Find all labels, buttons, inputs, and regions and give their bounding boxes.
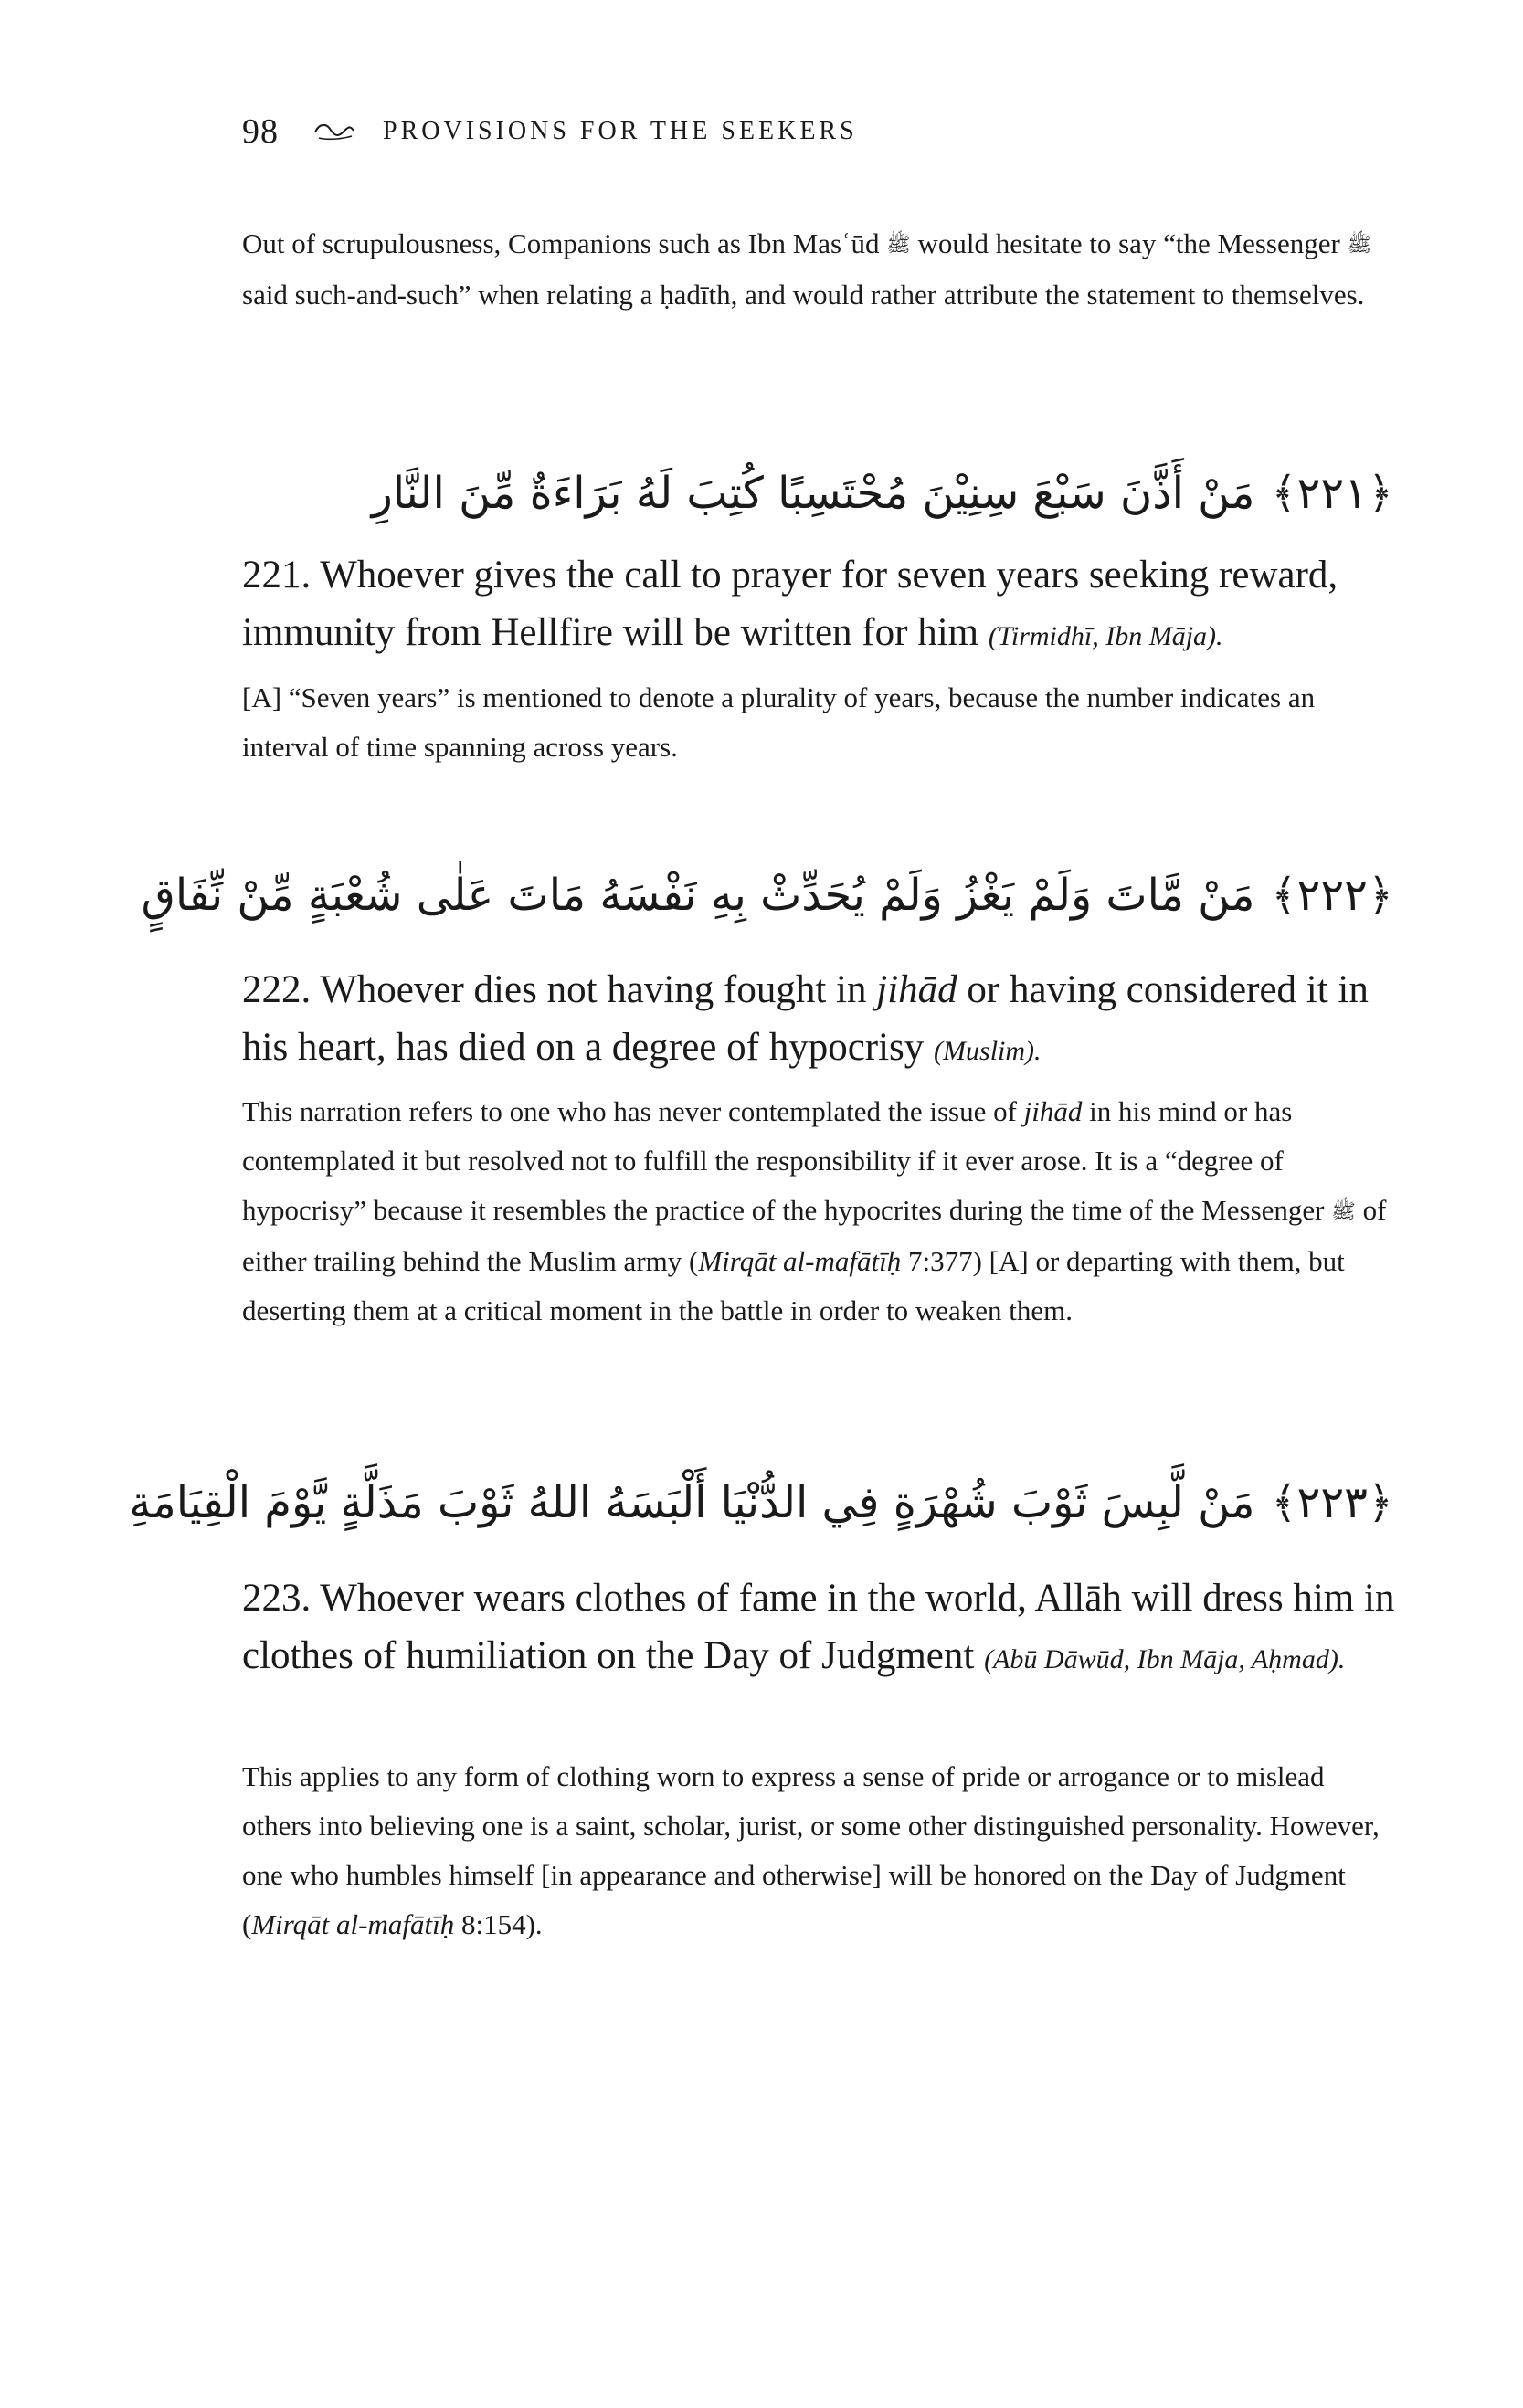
commentary-text: 7:377) [A] or departing with them, but deserting them at a critical moment in the battle in order to weaken them. [242, 1245, 1345, 1326]
commentary-222 [242, 1087, 1393, 1336]
commentary-text: This applies to any form of clothing worn to express a sense of pride or arrogance or to mislead others into believing one is a saint, scholar, jurist, or some other distinguished personality. However, one who humbles himself [in appearance and otherwise] will be honored on the Day of Judgment ( [242, 1760, 1380, 1940]
commentary-text: This narration refers to one who has never contemplated the issue of [242, 1095, 1024, 1127]
hadith-translation-223 [242, 1569, 1398, 1688]
hadith-english: 223. Whoever wears clothes of fame in the world, Allāh will dress him in clothes of humiliation on the Day of Judgment [242, 1577, 1395, 1677]
hadith-english: 222. Whoever dies not having fought in [242, 968, 877, 1011]
hadith-number-arabic: ﴿٢٢١﴾ [1271, 468, 1393, 519]
intro-text: said such-and-such” when relating a ḥadīth, and would rather attribute the statement to themselves. [242, 279, 1365, 311]
arabic-hadith: مَنْ لَّبِسَ ثَوْبَ شُهْرَةٍ فِي الدُّنْيَا أَلْبَسَهُ اللهُ ثَوْبَ مَذَلَّةٍ يَّوْمَ الْقِيَامَةِ [129, 1477, 1255, 1528]
running-title: PROVISIONS FOR THE SEEKERS [383, 117, 858, 145]
arabic-text-222 [142, 859, 1393, 932]
hadith-source: (Muslim). [934, 1036, 1042, 1066]
hadith-source: (Abū Dāwūd, Ibn Māja, Aḥmad). [984, 1644, 1346, 1674]
commentary-text: of either trailing behind the Muslim army ( [242, 1194, 1387, 1277]
arabic-text-221 [372, 457, 1393, 530]
commentary-text: 8:154). [454, 1908, 543, 1940]
honorific-glyph: ﷺ [1331, 1200, 1356, 1223]
honorific-glyph: ﷺ [886, 234, 911, 257]
page-number: 98 [242, 112, 279, 151]
commentary-text: in his mind or has contemplated it but resolved not to fulfill the responsibility if it ever arose. It is a “degree of hypocrisy” because it resembles the practice of the hypocrites during the time of the Messenger [242, 1095, 1332, 1226]
intro-text: would hesitate to say “the Messenger [910, 227, 1348, 259]
hadith-number-arabic: ﴿٢٢٢﴾ [1271, 870, 1393, 921]
arabic-hadith: مَنْ أَذَّنَ سَبْعَ سِنِيْنَ مُحْتَسِبًا كُتِبَ لَهُ بَرَاءَةٌ مِّنَ النَّارِ [371, 468, 1255, 519]
hadith-translation-222 [242, 961, 1398, 1080]
hadith-translation-221 [242, 546, 1398, 665]
intro-paragraph [242, 219, 1393, 320]
running-header [242, 111, 858, 152]
hadith-source: (Tirmidhī, Ibn Māja). [988, 621, 1223, 651]
commentary-term: jihād [1023, 1095, 1083, 1127]
hadith-english: or having considered it in his heart, has died on a degree of hypocrisy [242, 968, 1369, 1069]
commentary-221: [A] “Seven years” is mentioned to denote a plurality of years, because the number indicates an interval of time spanning across years. [242, 681, 1316, 763]
hadith-number-arabic: ﴿٢٢٣﴾ [1271, 1477, 1393, 1528]
honorific-glyph: ﷺ [1347, 234, 1372, 257]
commentary-223 [242, 1752, 1393, 1949]
arabic-text-223 [129, 1466, 1393, 1539]
arabic-hadith: مَنْ مَّاتَ وَلَمْ يَغْزُ وَلَمْ يُحَدِّثْ بِهِ نَفْسَهُ مَاتَ عَلٰى شُعْبَةٍ مِّنْ نِّفَاقٍ [141, 870, 1255, 921]
intro-text: Out of scrupulousness, Companions such as Ibn Masʿūd [242, 227, 887, 259]
hadith-term: jihād [876, 968, 957, 1011]
commentary-reference: Mirqāt al-mafātīḥ [251, 1908, 455, 1940]
ornament-icon [313, 120, 355, 143]
commentary-reference: Mirqāt al-mafātīḥ [698, 1245, 902, 1277]
hadith-english: 221. Whoever gives the call to prayer for seven years seeking reward, immunity from Hellfire will be written for him [242, 554, 1338, 654]
